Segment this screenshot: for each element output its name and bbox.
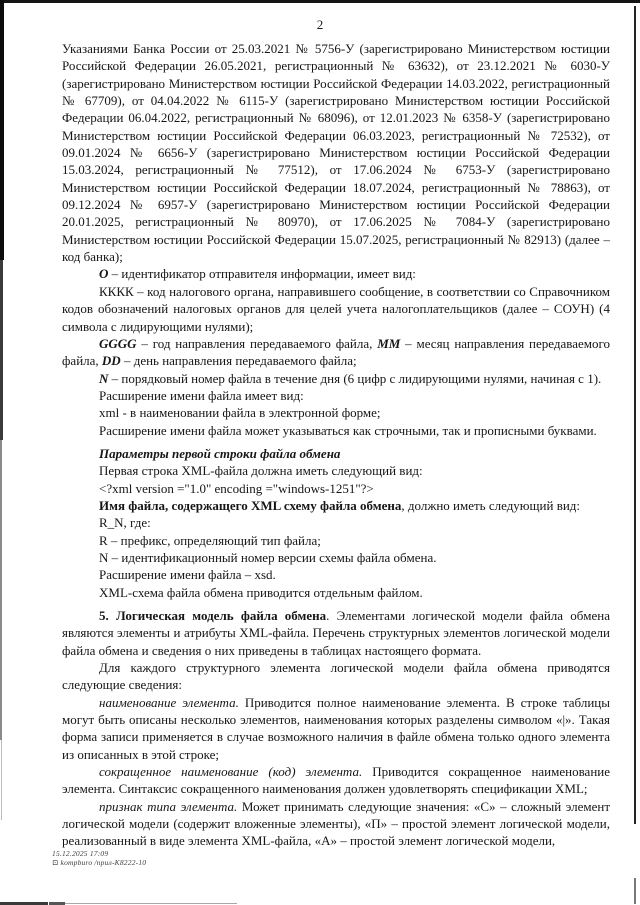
paragraph bbox=[62, 584, 610, 601]
text-run: xml - в наименовании файла в электронной форме; bbox=[99, 405, 381, 421]
text-run: признак типа элемента. bbox=[99, 798, 238, 814]
scan-artifact-bottom-line bbox=[0, 902, 48, 905]
document-body bbox=[62, 40, 610, 850]
text-run: . Элементами логической модели файла обмена являются элементы и атрибуты XML-файла. Перечень структурных элементов логической модели файла обмена и сведения о них приведены в таблицах настоящего формата. bbox=[62, 608, 610, 658]
page-number: 2 bbox=[316, 17, 324, 32]
text-run: – год направления передаваемого файла, bbox=[136, 335, 378, 351]
text-run: GGGG bbox=[99, 335, 137, 351]
footer-timestamp: 15.12.2025 17:09 bbox=[52, 849, 109, 858]
text-run: XML-схема файла обмена приводится отдельным файлом. bbox=[99, 584, 423, 600]
text-run: DD bbox=[101, 353, 121, 369]
paragraph bbox=[62, 265, 610, 282]
scan-artifact-top-border bbox=[0, 0, 640, 3]
text-run: Указаниями Банка России от 25.03.2021 № 5756-У (зарегистрировано Министерством юстиции Российской Федерации 26.05.2021, регистрационный № 63632), от 23.12.2021 № 6030-У (зарегистрировано Министерством юстиции Российской Федерации 14.03.2022, регистрационный № 67709), от 04.04.2022 № 6115-У (зарегистрировано Министерством юстиции Российской Федерации 06.04.2022, регистрационный № 68096), от 12.01.2023 № 6358-У (зарегистрировано Министерством юстиции Российской Федерации 06.03.2023, регистрационный № 72532), от 09.01.2024 № 6656-У (зарегистрировано Министерством юстиции Российской Федерации 15.03.2024, регистрационный № 77512), от 17.06.2024 № 6753-У (зарегистрировано Министерством юстиции Российской Федерации 18.07.2024, регистрационный № 78863), от 09.12.2024 № 6957-У (зарегистрировано Министерством юстиции Российской Федерации 20.01.2025, регистрационный № 80970), от 17.06.2025 № 7084-У (зарегистрировано Министерством юстиции Российской Федерации 15.07.2025, регистрационный № 82913) (далее – код банка); bbox=[62, 41, 610, 265]
paragraph bbox=[62, 40, 610, 265]
paragraph bbox=[62, 694, 610, 763]
paragraph bbox=[62, 335, 610, 370]
paragraph bbox=[62, 387, 610, 404]
text-run: , должно иметь следующий вид: bbox=[401, 497, 581, 513]
scan-artifact-bottom-line bbox=[65, 903, 237, 905]
text-run: наименование элемента. bbox=[99, 694, 239, 710]
paragraph bbox=[62, 566, 610, 583]
text-run: Приводится сокращенное наименование элемента. Синтаксис сокращенного наименования должен удовлетворять спецификации XML; bbox=[62, 764, 610, 797]
text-run: – идентификатор отправителя информации, имеет вид: bbox=[108, 266, 416, 282]
paragraph bbox=[62, 422, 610, 439]
text-run: <?xml version ="1.0" encoding ="windows-1251"?> bbox=[99, 480, 374, 496]
text-run: Может принимать следующие значения: «С» – сложный элемент логической модели (содержит вложенные элементы), «П» – простой элемент логической модели, реализованный в виде элемента XML-файла, «А» – простой элемент логической модели, bbox=[62, 798, 610, 849]
text-run: Расширение имени файла имеет вид: bbox=[99, 387, 304, 403]
text-run: Приводится полное наименование элемента. В строке таблицы могут быть описаны несколько элементов, наименования которых разделены символом «|». Такая форма записи применяется в случае возможного наличия в файле обмена только одного элемента из описанных в этой строке; bbox=[62, 694, 610, 762]
scan-artifact-left-bar bbox=[0, 0, 4, 260]
paragraph bbox=[62, 445, 610, 462]
paragraph bbox=[62, 798, 610, 850]
text-run: Параметры первой строки файла обмена bbox=[99, 445, 341, 461]
paragraph bbox=[62, 370, 610, 387]
paragraph bbox=[62, 480, 610, 497]
text-run: R_N, где: bbox=[99, 515, 151, 531]
paragraph bbox=[62, 607, 610, 659]
text-run: N bbox=[99, 370, 109, 386]
scan-artifact-left-bar bbox=[0, 260, 3, 440]
text-run: О bbox=[99, 266, 109, 282]
footer bbox=[52, 849, 146, 867]
paragraph bbox=[62, 283, 610, 335]
text-run: ММ bbox=[377, 335, 401, 351]
paragraph bbox=[62, 549, 610, 566]
text-run: сокращенное наименование (код) элемента. bbox=[99, 764, 363, 780]
paragraph bbox=[62, 497, 610, 514]
text-run: – день направления передаваемого файла; bbox=[120, 353, 357, 369]
text-run: Первая строка XML-файла должна иметь следующий вид: bbox=[99, 463, 423, 479]
scan-artifact-bottom-line bbox=[49, 902, 65, 905]
text-run: Расширение имени файла – xsd. bbox=[99, 567, 276, 583]
scan-artifact-left-bar bbox=[0, 440, 2, 740]
text-run: КККК – код налогового органа, направившего сообщение, в соответствии со Справочником кодов обозначений налоговых органов для целей учета налогоплательщиков (далее – СОУН) (4 символа с лидирующими нулями); bbox=[62, 283, 610, 334]
paragraph bbox=[62, 659, 610, 694]
paragraph bbox=[62, 514, 610, 531]
text-run: R – префикс, определяющий тип файла; bbox=[99, 532, 321, 548]
scan-artifact-right-dashes bbox=[634, 878, 636, 904]
paragraph bbox=[62, 763, 610, 798]
text-run: – месяц направления передаваемого файла, bbox=[62, 335, 610, 369]
paragraph bbox=[62, 462, 610, 479]
text-run: Для каждого структурного элемента логической модели файла обмена приводятся следующие сведения: bbox=[62, 660, 610, 693]
text-run: Расширение имени файла может указываться как строчными, так и прописными буквами. bbox=[99, 422, 597, 438]
footer-stamp: ⊡ kompburo /прил-К8222-10 bbox=[52, 858, 147, 867]
paragraph bbox=[62, 532, 610, 549]
text-run: – порядковый номер файла в течение дня (6 цифр с лидирующими нулями, начиная с 1). bbox=[108, 370, 602, 386]
paragraph bbox=[62, 404, 610, 421]
text-run: N – идентификационный номер версии схемы файла обмена. bbox=[99, 549, 437, 565]
scan-artifact-left-bar bbox=[1, 740, 2, 820]
text-run: 5. Логическая модель файла обмена bbox=[99, 608, 327, 623]
scan-artifact-right-line bbox=[634, 6, 636, 824]
text-run: Имя файла, содержащего XML схему файла обмена bbox=[99, 497, 402, 513]
